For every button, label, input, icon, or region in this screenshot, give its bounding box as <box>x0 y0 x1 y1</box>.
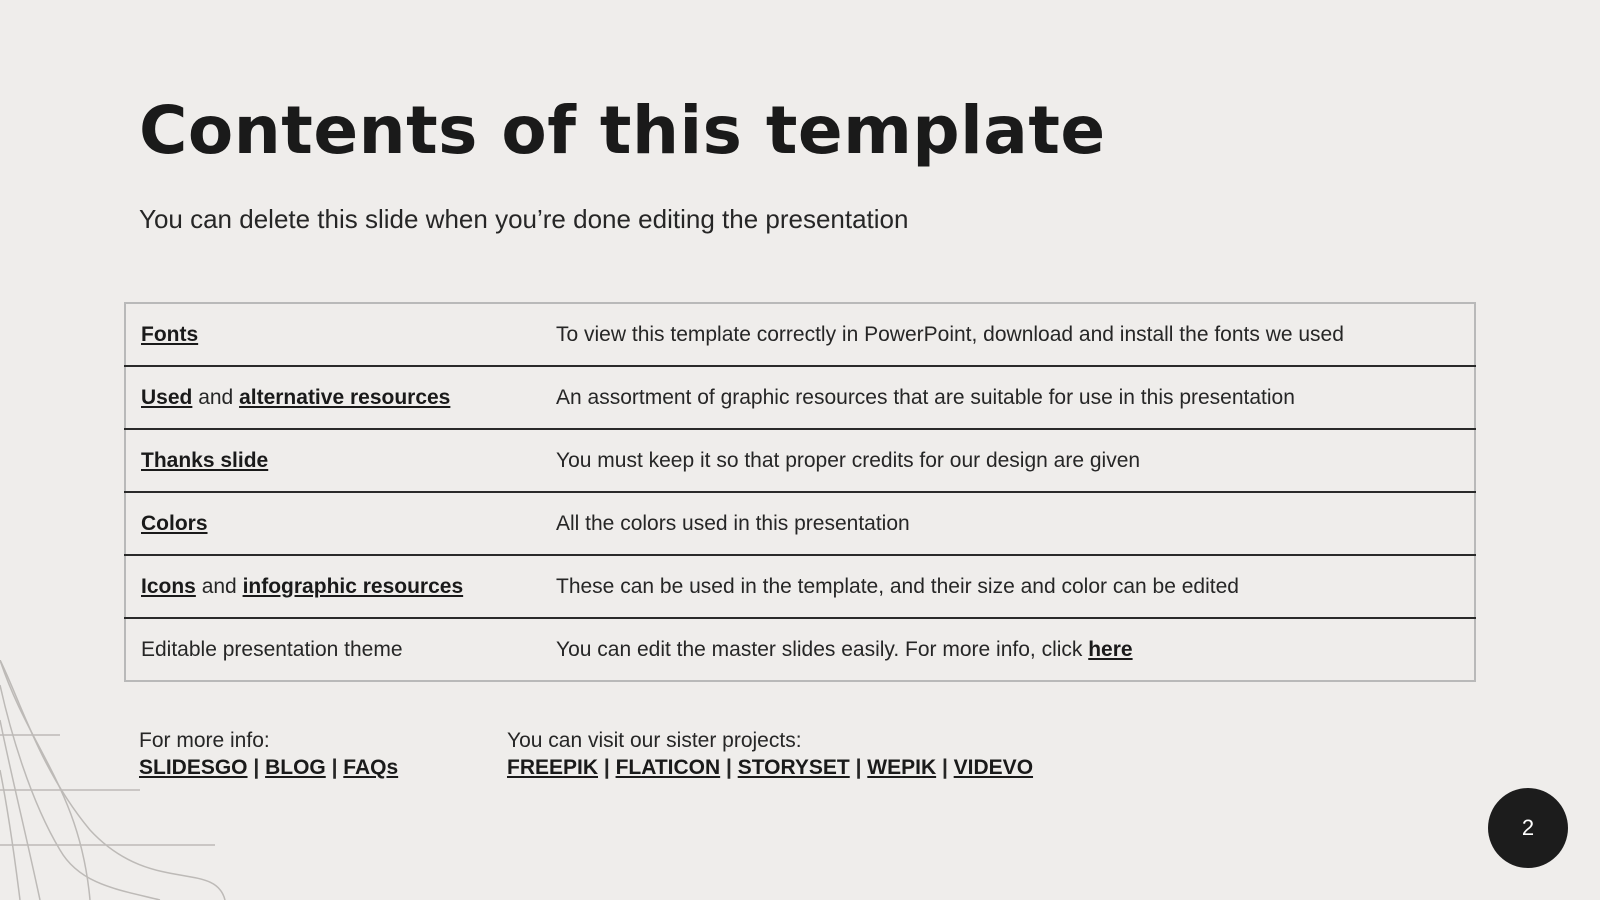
table-row <box>125 429 1475 492</box>
page-subtitle: You can delete this slide when you’re done editing the presentation <box>139 204 909 234</box>
row-text: To view this template correctly in PowerPoint, download and install the fonts we used <box>556 322 1344 346</box>
row-text: and <box>192 385 240 409</box>
row-label-cell <box>125 429 541 492</box>
sister-projects-label: You can visit our sister projects: <box>507 729 802 752</box>
table-row <box>125 555 1475 618</box>
link-separator: | <box>598 756 616 779</box>
more-info-links <box>139 756 398 779</box>
alternative-resources-link[interactable]: alternative resources <box>239 385 451 409</box>
fonts-link[interactable]: Fonts <box>141 322 199 346</box>
row-text: You can edit the master slides easily. For more info, click <box>556 637 1089 661</box>
storyset-link[interactable]: STORYSET <box>737 756 850 779</box>
blog-link[interactable]: BLOG <box>265 756 326 779</box>
table-row <box>125 366 1475 429</box>
link-separator: | <box>325 756 344 779</box>
sister-projects-block <box>507 727 1033 781</box>
flaticon-link[interactable]: FLATICON <box>615 756 721 779</box>
page-number-badge <box>1488 788 1568 868</box>
row-description-cell <box>541 429 1475 492</box>
colors-link[interactable]: Colors <box>141 511 208 535</box>
here-link[interactable]: here <box>1088 637 1133 661</box>
row-label-cell <box>125 555 541 618</box>
link-separator: | <box>849 756 868 779</box>
row-description-cell <box>541 492 1475 555</box>
link-separator: | <box>936 756 954 779</box>
wepik-link[interactable]: WEPIK <box>867 756 937 779</box>
table-row <box>125 618 1475 681</box>
videvo-link[interactable]: VIDEVO <box>953 756 1034 779</box>
row-description-cell <box>541 618 1475 681</box>
row-description-cell <box>541 555 1475 618</box>
more-info-label: For more info: <box>139 729 270 752</box>
row-text: All the colors used in this presentation <box>556 511 910 535</box>
row-text: These can be used in the template, and their size and color can be edited <box>556 574 1239 598</box>
more-info-block <box>139 727 398 781</box>
infographic-resources-link[interactable]: infographic resources <box>242 574 464 598</box>
row-label-cell <box>125 366 541 429</box>
table-row <box>125 303 1475 366</box>
row-text: An assortment of graphic resources that are suitable for use in this presentation <box>556 385 1295 409</box>
link-separator: | <box>247 756 266 779</box>
page-title: Contents of this template <box>139 92 1106 169</box>
faqs-link[interactable]: FAQs <box>343 756 399 779</box>
slidesgo-link[interactable]: SLIDESGO <box>139 756 248 779</box>
row-label-cell <box>125 618 541 681</box>
contents-table <box>124 302 1476 682</box>
page-number: 2 <box>1521 815 1535 840</box>
row-text: and <box>195 574 243 598</box>
row-description-cell <box>541 303 1475 366</box>
table-row <box>125 492 1475 555</box>
thanks-slide-link[interactable]: Thanks slide <box>141 448 269 472</box>
icons-link[interactable]: Icons <box>141 574 196 598</box>
row-text: Editable presentation theme <box>141 637 403 661</box>
freepik-link[interactable]: FREEPIK <box>507 756 599 779</box>
row-label-cell <box>125 303 541 366</box>
row-label-cell <box>125 492 541 555</box>
row-description-cell <box>541 366 1475 429</box>
used-link[interactable]: Used <box>141 385 193 409</box>
sister-projects-links <box>507 756 1033 779</box>
row-text: You must keep it so that proper credits for our design are given <box>556 448 1141 472</box>
link-separator: | <box>720 756 738 779</box>
